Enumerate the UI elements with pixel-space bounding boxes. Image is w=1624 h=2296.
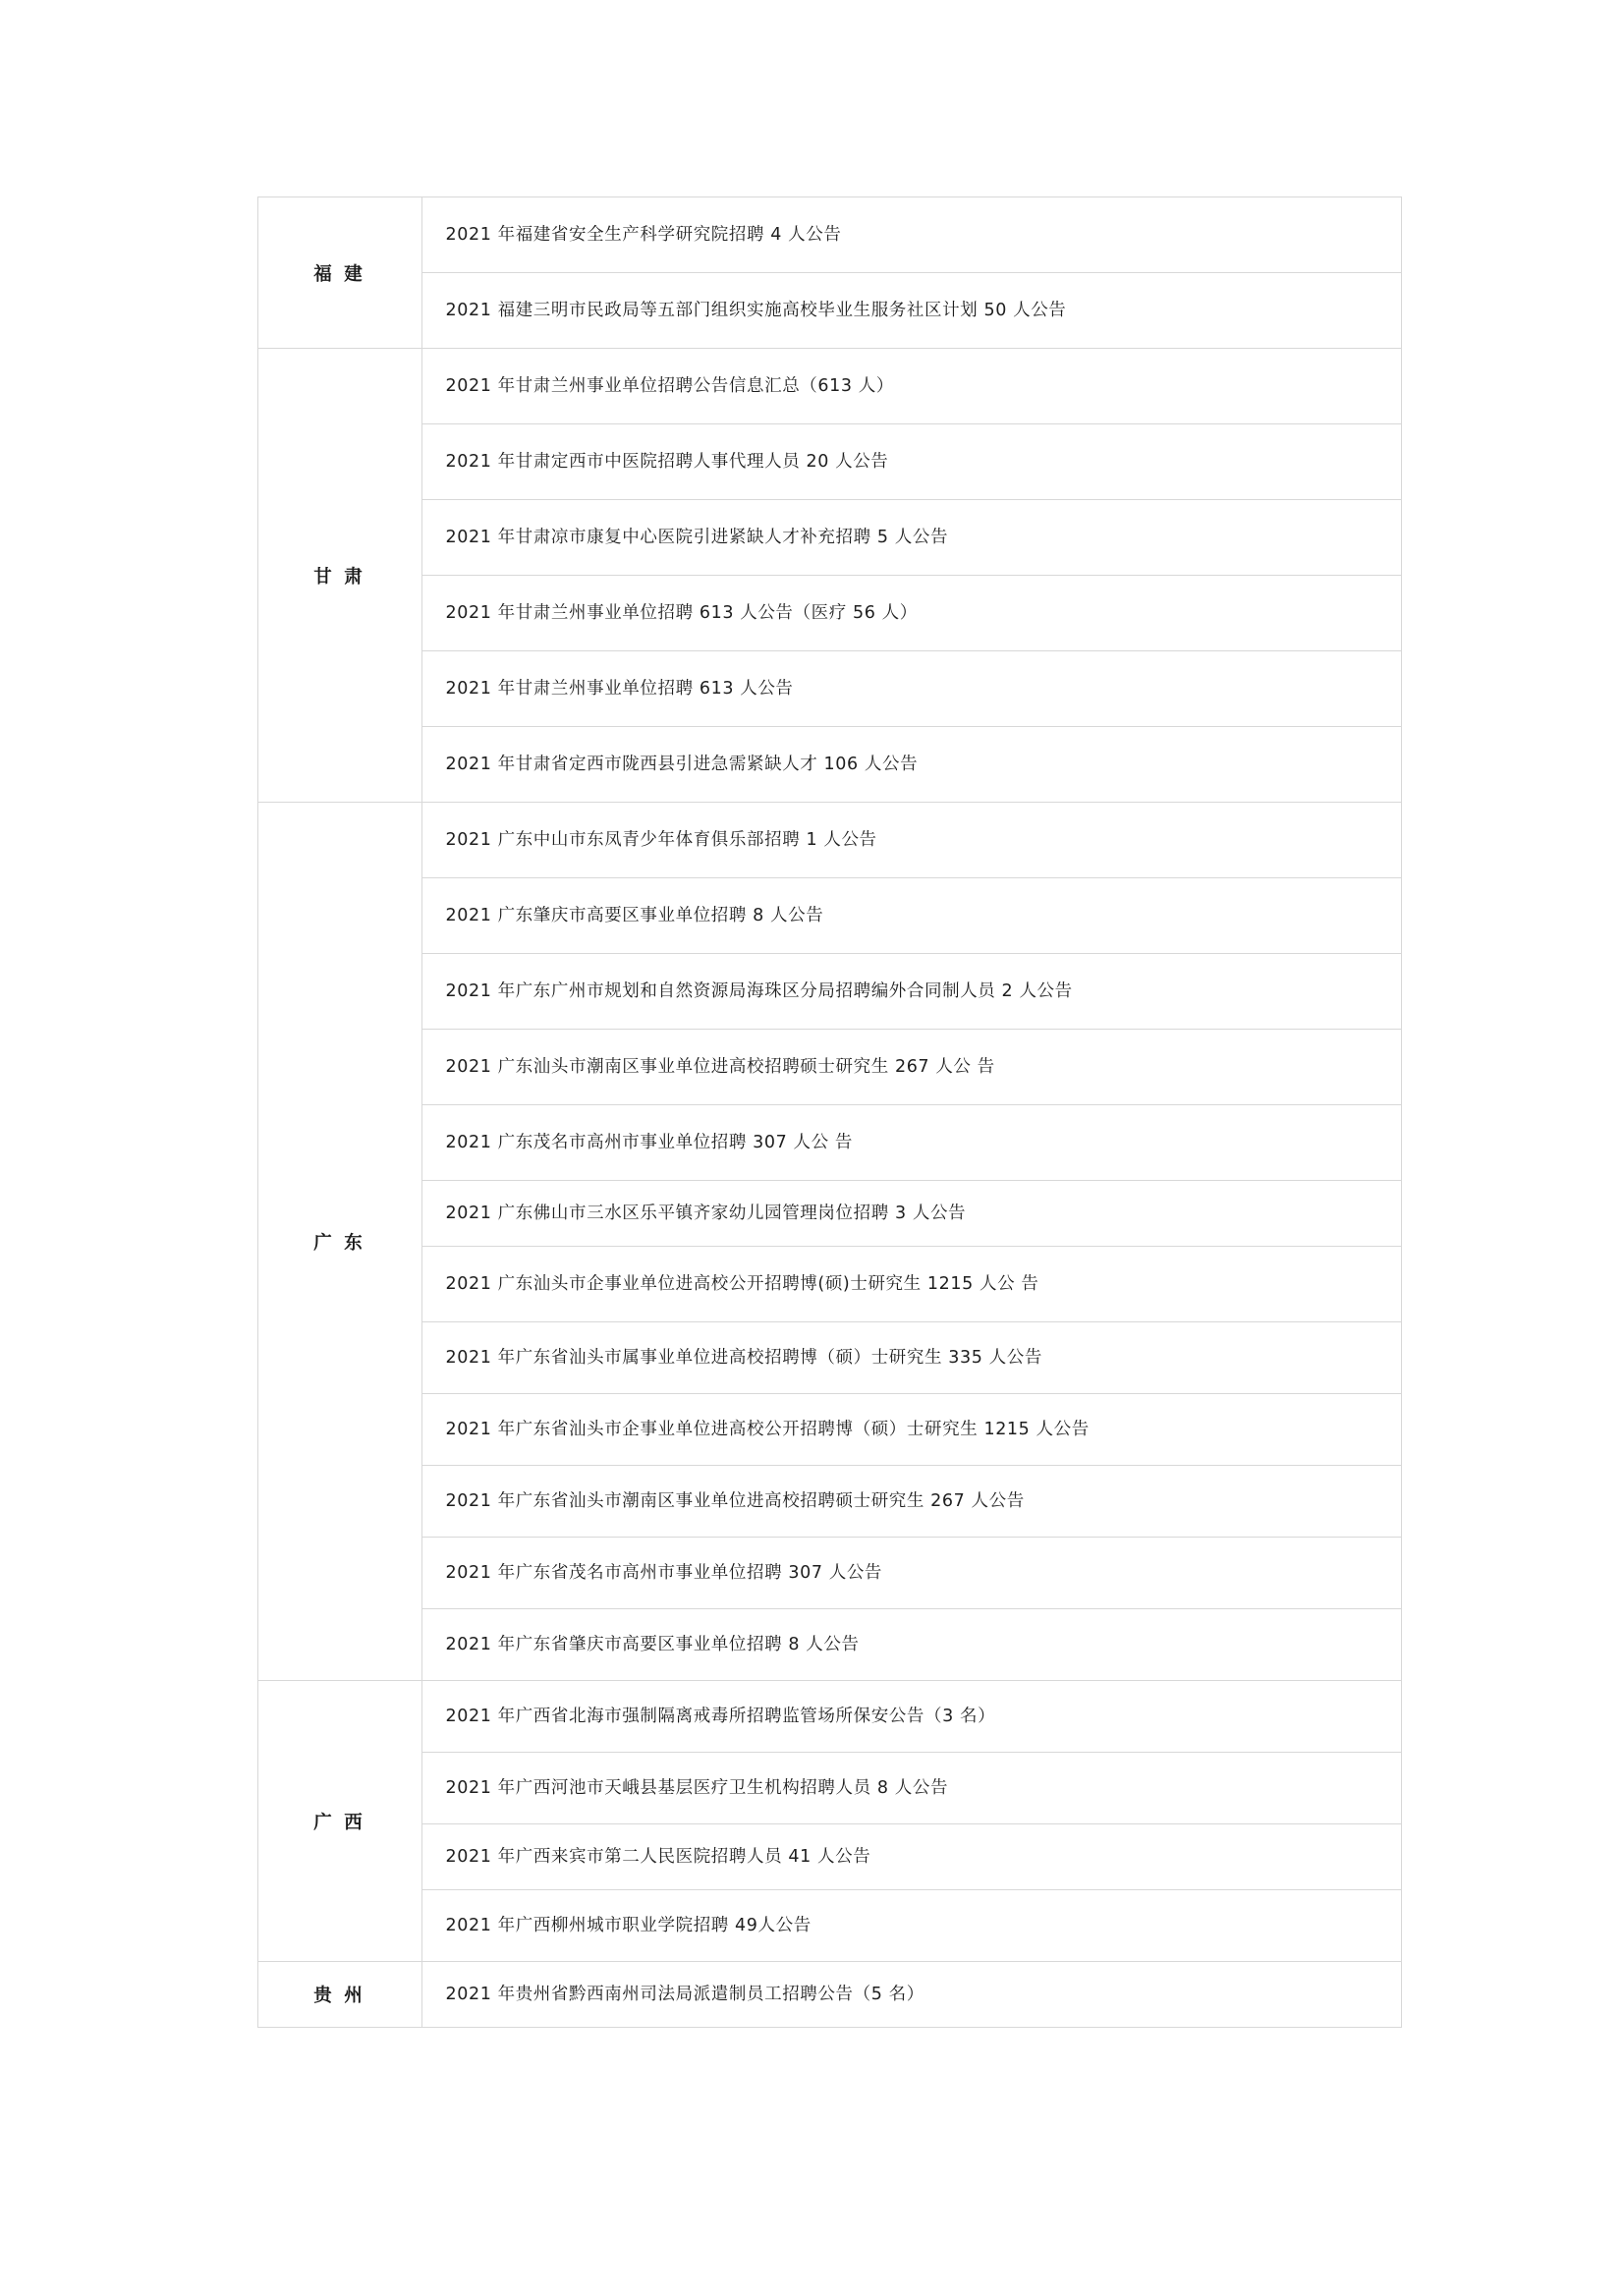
table-row (257, 1247, 1401, 1322)
table-row (257, 1538, 1401, 1609)
table-row (257, 1105, 1401, 1181)
announcement-title: 2021 年广东省肇庆市高要区事业单位招聘 8 人公告 (421, 1609, 1401, 1681)
announcement-table (257, 196, 1402, 2028)
announcement-title: 2021 广东汕头市潮南区事业单位进高校招聘硕士研究生 267 人公 告 (421, 1030, 1401, 1105)
table-body (257, 197, 1401, 2028)
table-row (257, 424, 1401, 500)
table-row (257, 1609, 1401, 1681)
announcement-title: 2021 广东汕头市企事业单位进高校公开招聘博(硕)士研究生 1215 人公 告 (421, 1247, 1401, 1322)
announcement-title: 2021 年甘肃定西市中医院招聘人事代理人员 20 人公告 (421, 424, 1401, 500)
table-row (257, 1824, 1401, 1890)
announcement-title: 2021 年福建省安全生产科学研究院招聘 4 人公告 (421, 197, 1401, 273)
announcement-title: 2021 年广东省茂名市高州市事业单位招聘 307 人公告 (421, 1538, 1401, 1609)
announcement-title: 2021 广东佛山市三水区乐平镇齐家幼儿园管理岗位招聘 3 人公告 (421, 1181, 1401, 1247)
table-row (257, 1753, 1401, 1824)
table-row (257, 1466, 1401, 1538)
announcement-title: 2021 年甘肃兰州事业单位招聘 613 人公告（医疗 56 人） (421, 576, 1401, 651)
announcement-title: 2021 年广西柳州城市职业学院招聘 49人公告 (421, 1890, 1401, 1962)
announcement-title: 2021 福建三明市民政局等五部门组织实施高校毕业生服务社区计划 50 人公告 (421, 273, 1401, 349)
table-row (257, 1890, 1401, 1962)
announcement-title: 2021 年广东广州市规划和自然资源局海珠区分局招聘编外合同制人员 2 人公告 (421, 954, 1401, 1030)
table-container (257, 196, 1368, 2028)
region-label-guizhou: 贵 州 (257, 1962, 421, 2028)
region-label-guangxi: 广 西 (257, 1681, 421, 1962)
announcement-title: 2021 年广西来宾市第二人民医院招聘人员 41 人公告 (421, 1824, 1401, 1890)
announcement-title: 2021 年甘肃凉市康复中心医院引进紧缺人才补充招聘 5 人公告 (421, 500, 1401, 576)
table-row (257, 1394, 1401, 1466)
announcement-title: 2021 年广东省汕头市潮南区事业单位进高校招聘硕士研究生 267 人公告 (421, 1466, 1401, 1538)
region-label-fujian: 福 建 (257, 197, 421, 349)
announcement-title: 2021 广东肇庆市高要区事业单位招聘 8 人公告 (421, 878, 1401, 954)
region-label-guangdong: 广 东 (257, 803, 421, 1681)
table-row (257, 576, 1401, 651)
table-row (257, 349, 1401, 424)
table-row (257, 1962, 1401, 2028)
announcement-title: 2021 广东中山市东凤青少年体育俱乐部招聘 1 人公告 (421, 803, 1401, 878)
table-row (257, 1181, 1401, 1247)
announcement-title: 2021 年广西省北海市强制隔离戒毒所招聘监管场所保安公告（3 名） (421, 1681, 1401, 1753)
table-row (257, 954, 1401, 1030)
region-label-gansu: 甘 肃 (257, 349, 421, 803)
table-row (257, 273, 1401, 349)
announcement-title: 2021 年甘肃兰州事业单位招聘公告信息汇总（613 人） (421, 349, 1401, 424)
announcement-title: 2021 年广东省汕头市属事业单位进高校招聘博（硕）士研究生 335 人公告 (421, 1322, 1401, 1394)
table-row (257, 1681, 1401, 1753)
table-row (257, 1322, 1401, 1394)
table-row (257, 500, 1401, 576)
table-row (257, 803, 1401, 878)
table-row (257, 197, 1401, 273)
announcement-title: 2021 广东茂名市高州市事业单位招聘 307 人公 告 (421, 1105, 1401, 1181)
announcement-title: 2021 年广东省汕头市企事业单位进高校公开招聘博（硕）士研究生 1215 人公告 (421, 1394, 1401, 1466)
announcement-title: 2021 年甘肃省定西市陇西县引进急需紧缺人才 106 人公告 (421, 727, 1401, 803)
table-row (257, 651, 1401, 727)
announcement-title: 2021 年贵州省黔西南州司法局派遣制员工招聘公告（5 名） (421, 1962, 1401, 2028)
announcement-title: 2021 年甘肃兰州事业单位招聘 613 人公告 (421, 651, 1401, 727)
table-row (257, 1030, 1401, 1105)
announcement-title: 2021 年广西河池市天峨县基层医疗卫生机构招聘人员 8 人公告 (421, 1753, 1401, 1824)
table-row (257, 727, 1401, 803)
table-row (257, 878, 1401, 954)
